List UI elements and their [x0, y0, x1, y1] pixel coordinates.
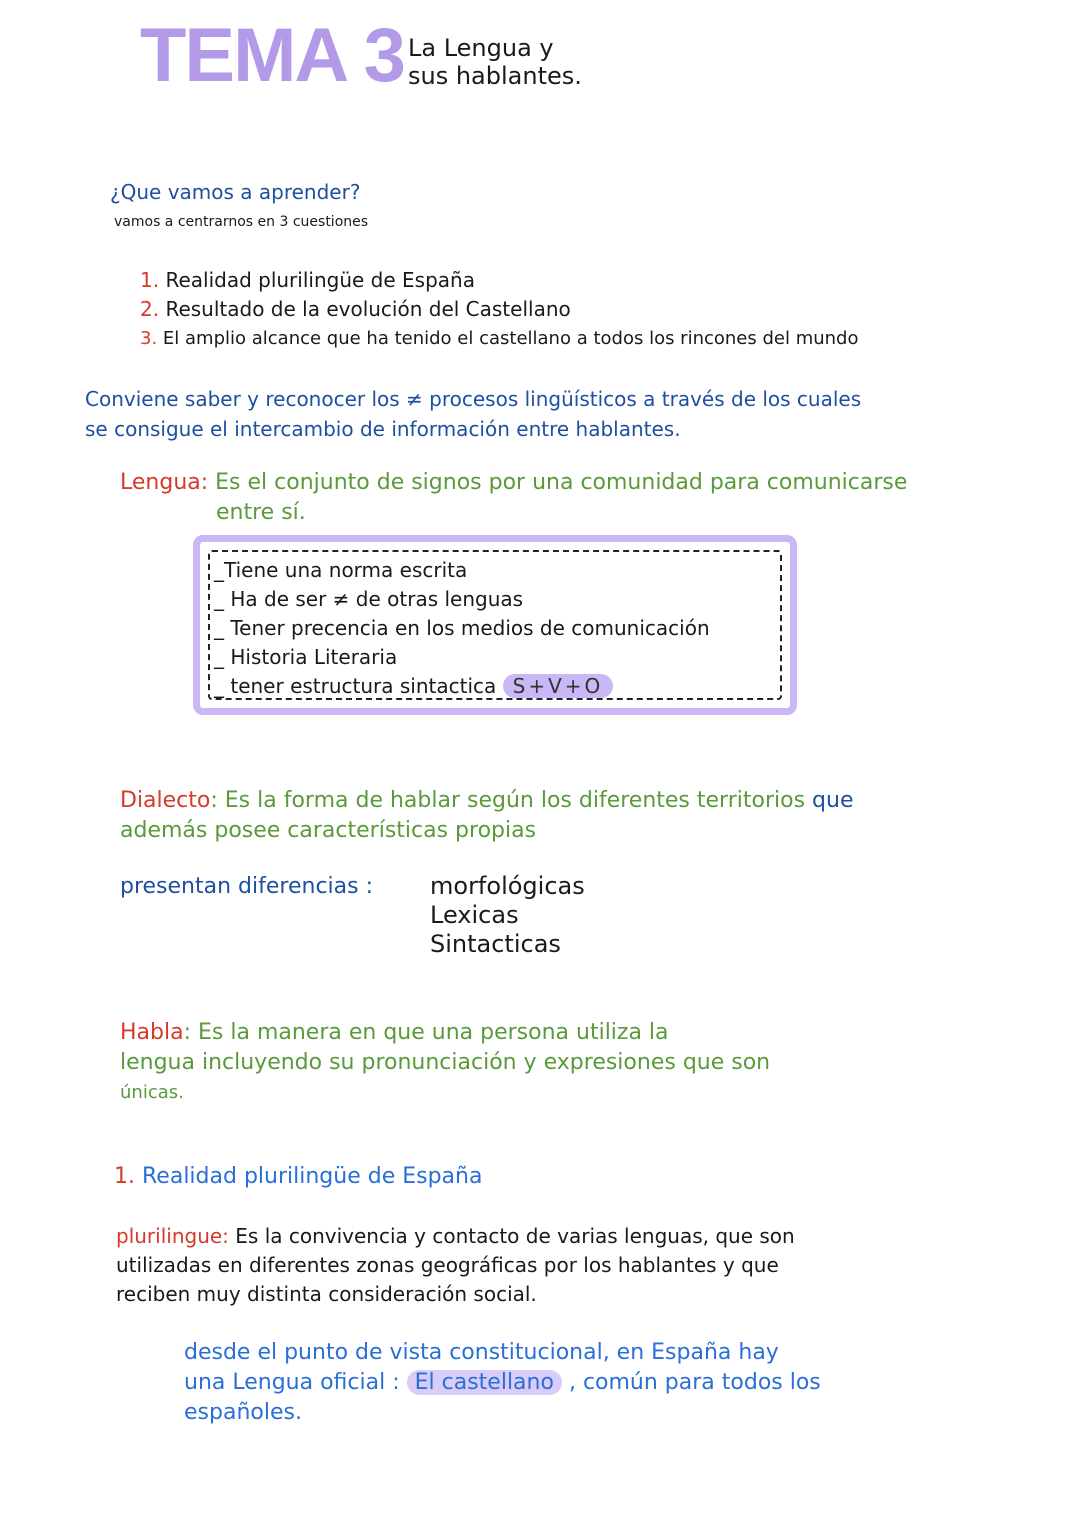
dialecto-definition [120, 786, 853, 846]
plurilingue-def-line-1: Es la convivencia y contacto de varias lenguas, que son [235, 1224, 795, 1248]
plurilingue-def-line-2: utilizadas en diferentes zonas geográficas por los hablantes y que [116, 1253, 779, 1277]
list-item: Lexicas [430, 901, 519, 929]
list-item: 1. Realidad plurilingüe de España [140, 268, 475, 292]
constitutional-line-1: desde el punto de vista constitucional, en España hay [184, 1340, 779, 1365]
habla-def-line-1: : Es la manera en que una persona utiliza la [183, 1020, 669, 1045]
plurilingue-definition [116, 1222, 795, 1309]
list-item: _ tener estructura sintactica S+V+O [214, 672, 710, 701]
list-item: _ Tener precencia en los medios de comunicación [214, 616, 710, 640]
lengua-term: Lengua: [120, 470, 209, 495]
plurilingue-def-line-3: reciben muy distinta consideración social. [116, 1282, 537, 1306]
list-item: morfológicas [430, 872, 585, 900]
intro-subline: vamos a centrarnos en 3 cuestiones [114, 214, 369, 230]
dialecto-diff-label: presentan diferencias : [120, 874, 373, 899]
intro-note-line-2: se consigue el intercambio de información entre hablantes. [85, 417, 681, 441]
dialecto-def-line-1: : Es la forma de hablar según los diferentes territorios [210, 788, 806, 813]
intro-note-line-1: Conviene saber y reconocer los ≠ procesos lingüísticos a través de los cuales [85, 387, 862, 411]
dialecto-diff-list [430, 872, 585, 959]
subtitle-line-1: La Lengua y [408, 34, 554, 62]
constitutional-line-3: españoles. [184, 1400, 302, 1425]
lengua-def-line-2: entre sí. [216, 500, 306, 525]
habla-definition [120, 1018, 770, 1108]
intro-list [140, 266, 859, 353]
constitutional-note: desde el punto de vista constitucional, en España hay una Lengua oficial : El castellano , común para todos los españoles. [184, 1338, 821, 1428]
habla-term: Habla [120, 1020, 184, 1045]
page-title: TEMA 3 [140, 13, 404, 98]
list-item: 2. Resultado de la evolución del Castellano [140, 297, 571, 321]
plurilingue-term: plurilingue: [116, 1224, 229, 1248]
lengua-def-line-1: Es el conjunto de signos por una comunidad para comunicarse [215, 470, 908, 495]
page-subtitle [408, 34, 582, 90]
dialecto-que: que [812, 788, 854, 813]
lengua-features-list [214, 556, 710, 701]
intro-note [85, 384, 861, 444]
svo-highlight: S+V+O [503, 674, 614, 698]
habla-def-line-3: únicas. [120, 1082, 184, 1103]
dialecto-term: Dialecto [120, 788, 211, 813]
list-item: _ Ha de ser ≠ de otras lenguas [214, 587, 524, 611]
dialecto-def-line-2: además posee características propias [120, 818, 537, 843]
intro-question: ¿Que vamos a aprender? [110, 180, 361, 204]
subtitle-line-2: sus hablantes. [408, 62, 582, 90]
castellano-highlight: El castellano [407, 1370, 562, 1395]
list-item: Sintacticas [430, 930, 561, 958]
section-1-heading: 1. Realidad plurilingüe de España [114, 1164, 483, 1189]
lengua-definition [120, 468, 907, 528]
habla-def-line-2: lengua incluyendo su pronunciación y expresiones que son [120, 1050, 771, 1075]
list-item: 3. El amplio alcance que ha tenido el castellano a todos los rincones del mundo [140, 328, 859, 349]
list-item: _Tiene una norma escrita [214, 558, 468, 582]
list-item: _ Historia Literaria [214, 645, 398, 669]
